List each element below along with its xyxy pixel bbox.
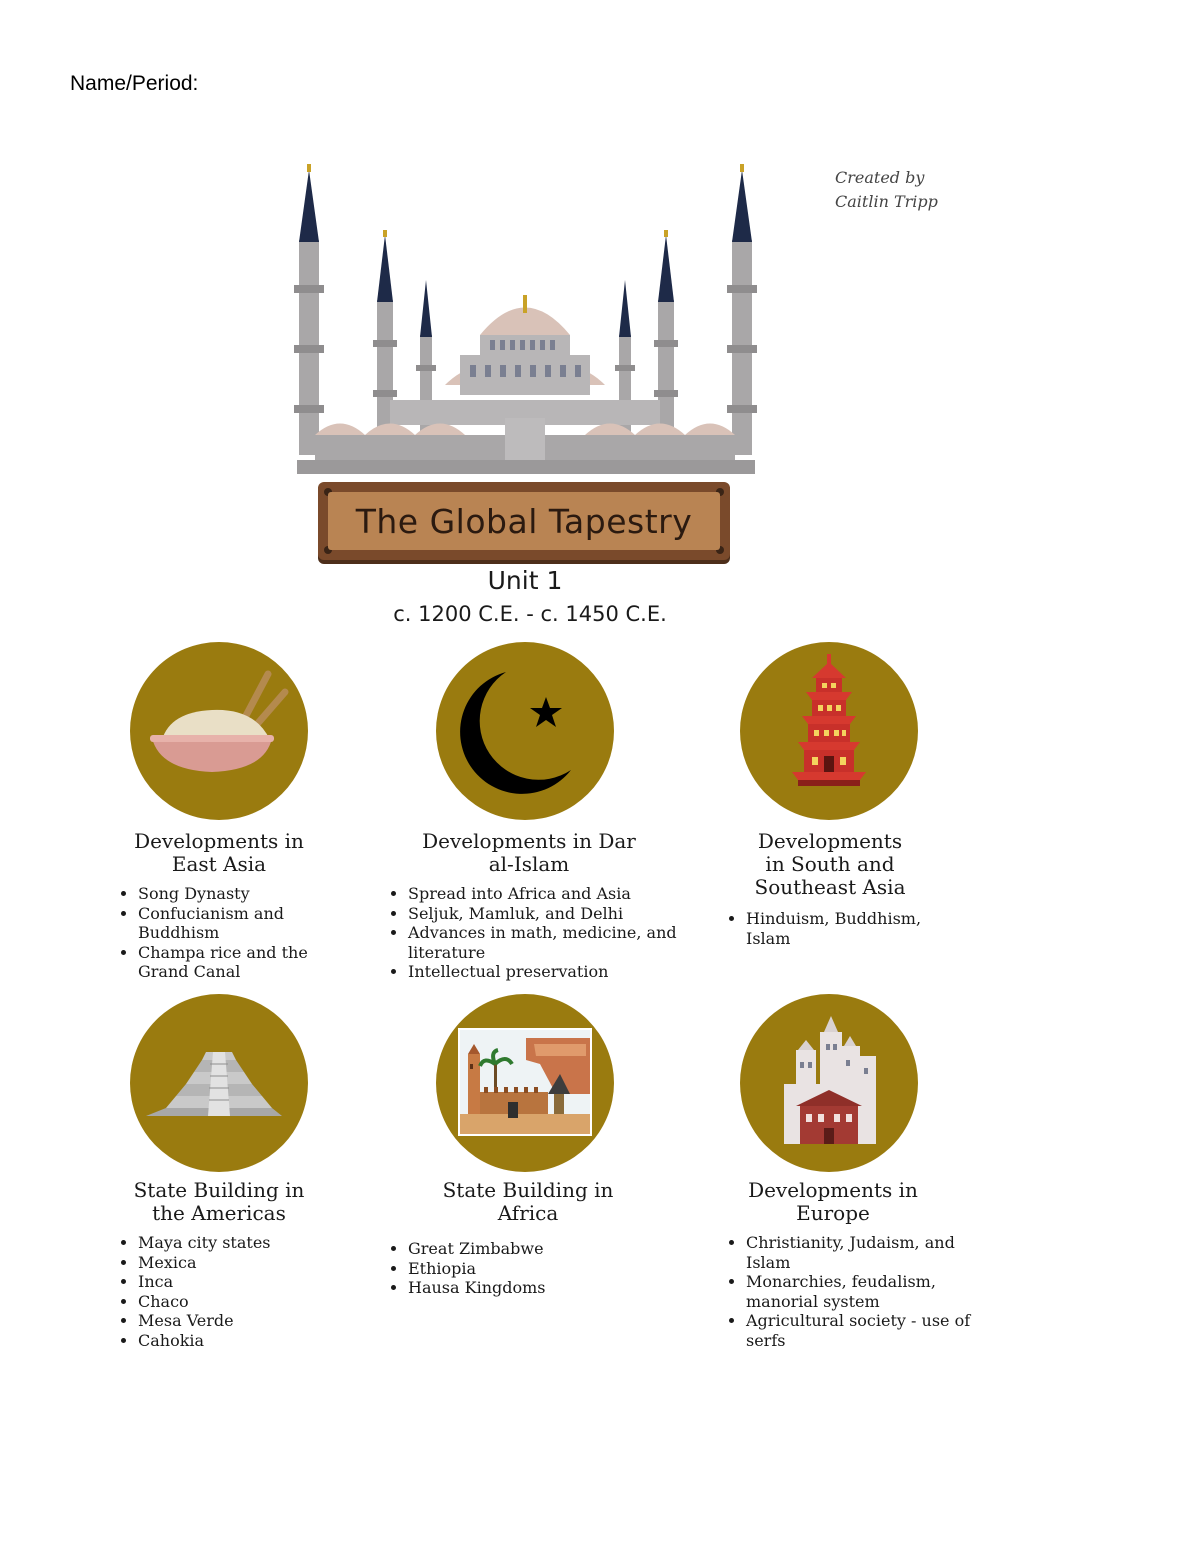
list-item: • Song Dynasty	[138, 884, 358, 904]
section-title-europe	[715, 1179, 951, 1225]
author-credit	[835, 166, 975, 214]
list-item: • Spread into Africa and Asia	[408, 884, 708, 904]
dar-al-islam-icon-circle	[436, 642, 614, 820]
credit-line-2: Caitlin Tripp	[835, 192, 938, 211]
list-item: • Intellectual preservation	[408, 962, 708, 982]
credit-line-1: Created by	[835, 168, 925, 187]
unit-title: Unit 1	[487, 566, 563, 595]
europe-list	[724, 1233, 986, 1350]
list-item: • Cahokia	[138, 1331, 358, 1351]
section-title-line: al-Islam	[488, 852, 570, 876]
section-title-line: the Americas	[152, 1201, 286, 1225]
list-item: • Seljuk, Mamluk, and Delhi	[408, 904, 708, 924]
african-city-icon	[436, 994, 614, 1172]
south-asia-list	[724, 909, 936, 948]
list-item: • Maya city states	[138, 1233, 358, 1253]
list-item: • Hausa Kingdoms	[408, 1278, 648, 1298]
section-title-line: Developments in Dar	[422, 829, 636, 853]
dar-al-islam-list	[386, 884, 708, 982]
americas-icon-circle	[130, 994, 308, 1172]
section-title-line: Southeast Asia	[754, 875, 906, 899]
section-title-line: Europe	[796, 1201, 870, 1225]
crescent-star-icon	[436, 642, 614, 820]
title-banner	[318, 482, 730, 560]
list-item: • Confucianism and Buddhism	[138, 904, 358, 943]
section-title-africa	[408, 1179, 648, 1225]
pagoda-icon	[740, 642, 918, 820]
south-asia-icon-circle	[740, 642, 918, 820]
list-item: • Chaco	[138, 1292, 358, 1312]
list-item: • Inca	[138, 1272, 358, 1292]
list-item: • Agricultural society - use of serfs	[746, 1311, 986, 1350]
africa-icon-circle	[436, 994, 614, 1172]
section-title-americas	[100, 1179, 338, 1225]
east-asia-icon-circle	[130, 642, 308, 820]
section-title-line: State Building in	[133, 1178, 305, 1202]
section-title-line: State Building in	[442, 1178, 614, 1202]
list-item: • Mexica	[138, 1253, 358, 1273]
americas-list	[116, 1233, 358, 1350]
list-item: • Monarchies, feudalism, manorial system	[746, 1272, 986, 1311]
africa-list	[386, 1239, 648, 1298]
east-asia-list	[116, 884, 358, 982]
section-title-line: Developments in	[748, 1178, 918, 1202]
list-item: • Advances in math, medicine, and literature	[408, 923, 708, 962]
page-title: The Global Tapestry	[355, 501, 693, 541]
unit-date-range: c. 1200 C.E. - c. 1450 C.E.	[393, 602, 667, 626]
europe-icon-circle	[740, 994, 918, 1172]
section-title-line: Developments in	[134, 829, 304, 853]
list-item: • Great Zimbabwe	[408, 1239, 648, 1259]
list-item: • Christianity, Judaism, and Islam	[746, 1233, 986, 1272]
list-item: • Mesa Verde	[138, 1311, 358, 1331]
section-title-line: Developments	[757, 829, 903, 853]
section-title-dar-al-islam	[395, 830, 663, 876]
section-title-line: in South and	[765, 852, 895, 876]
section-title-south-asia	[715, 830, 945, 899]
name-period-label: Name/Period:	[70, 72, 199, 95]
list-item: • Hinduism, Buddhism, Islam	[746, 909, 936, 948]
section-title-line: East Asia	[171, 852, 267, 876]
list-item: • Ethiopia	[408, 1259, 648, 1279]
section-title-east-asia	[100, 830, 338, 876]
mosque-illustration	[285, 160, 765, 480]
pyramid-icon	[130, 994, 308, 1172]
list-item: • Champa rice and the Grand Canal	[138, 943, 358, 982]
section-title-line: Africa	[497, 1201, 559, 1225]
castle-icon	[740, 994, 918, 1172]
rice-bowl-icon	[130, 642, 308, 820]
